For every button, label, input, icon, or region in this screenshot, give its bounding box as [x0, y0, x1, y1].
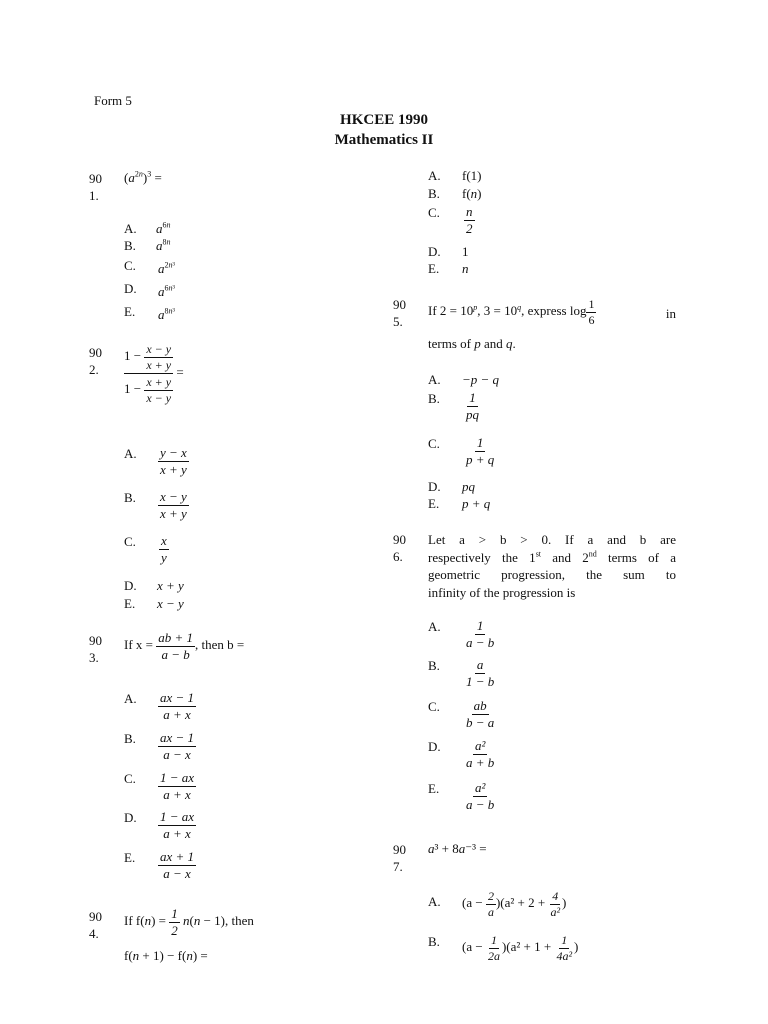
q5-option-e[interactable]: E. p + q — [428, 496, 491, 511]
q2-option-b[interactable]: B. $\frac{x - y}{x + y}$ — [124, 489, 187, 521]
q1-number: 90 1. — [89, 171, 102, 203]
q1-option-c[interactable]: C. $a^{2n^3}$ — [124, 258, 175, 276]
q1-option-a[interactable]: A. $a^{6n}$ — [124, 220, 171, 236]
q4-option-d[interactable]: D. 1 — [428, 244, 469, 259]
q5-option-d[interactable]: D. pq — [428, 479, 475, 494]
q4-number: 90 4. — [89, 909, 102, 941]
q4-option-e[interactable]: E. n — [428, 261, 469, 276]
q7-option-b[interactable]: B. (a − $\frac{1}{2a}$ )(a² + 1 + $\frac{1}{\text{4a²}}$ ) — [428, 933, 579, 963]
q3-option-c[interactable]: C. $\frac{1 - ax}{a + x}$ — [124, 770, 195, 802]
exam-title: HKCEE 1990 — [340, 112, 428, 128]
q6-option-a[interactable]: A. $\frac{1}{a - b}$ — [428, 618, 495, 650]
q6-number: 90 6. — [393, 532, 406, 564]
q3-option-a[interactable]: A. $\frac{ax - 1}{a + x}$ — [124, 690, 195, 722]
q4-option-b[interactable]: B. f(n) — [428, 186, 482, 201]
q6-option-d[interactable]: D. $\frac{\text{a²}}{a + b}$ — [428, 738, 495, 770]
q3-option-b[interactable]: B. $\frac{ax - 1}{a - x}$ — [124, 730, 195, 762]
q1-option-e[interactable]: E. $a^{8n^3}$ — [124, 304, 175, 322]
q4-option-a[interactable]: A. f(1) — [428, 168, 482, 183]
q3-number: 90 3. — [89, 633, 102, 665]
q7-number: 90 7. — [393, 842, 406, 874]
q5-number: 90 5. — [393, 297, 406, 329]
q1-option-d[interactable]: D. $a^{6n^3}$ — [124, 281, 175, 299]
q1-option-b[interactable]: B. $a^{8n}$ — [124, 237, 171, 253]
q5-option-c[interactable]: C. $\frac{1}{p + q}$ — [428, 435, 495, 467]
q3-option-e[interactable]: E. $\frac{ax + 1}{a - x}$ — [124, 849, 195, 881]
q6-option-e[interactable]: E. $\frac{\text{a²}}{a - b}$ — [428, 780, 495, 812]
q6-stem: Let a > b > 0. If a and b are respectively the 1st and 2nd terms of a geometric progression, the sum to infinity of the progression is — [428, 532, 677, 600]
q4-stem-line2: f(n + 1) − f(n) = — [124, 948, 208, 963]
q7-option-a[interactable]: A. (a − $\frac{2}{a}$ )(a² + 2 + $\frac{4}{\text{a²}}$ ) — [428, 889, 567, 919]
q5-stem-line2: terms of p and q. — [428, 336, 516, 351]
q2-stem: 1 − $\frac{x - y}{x + y}$ 1 − $\frac{x + y}{x - y}$ = — [124, 342, 184, 405]
q5-option-b[interactable]: B. $\frac{1}{pq}$ — [428, 390, 479, 422]
q5-option-a[interactable]: A. −p − q — [428, 372, 500, 387]
q5-stem: If $2 = 10^p$, $3 = 10^q$, express log $\frac{1}{6}$ in — [428, 297, 676, 327]
q2-option-c[interactable]: C. $\frac{x}{y}$ — [124, 533, 167, 565]
q4-option-c[interactable]: C. $\frac{n}{2}$ — [428, 204, 473, 236]
q2-option-d[interactable]: D. x + y — [124, 578, 184, 593]
exam-subject: Mathematics II — [334, 132, 434, 148]
q1-stem: $(a^{2n})^3$ = — [124, 169, 162, 185]
q2-option-a[interactable]: A. $\frac{y - x}{x + y}$ — [124, 445, 187, 477]
q6-option-c[interactable]: C. $\frac{ab}{b - a}$ — [428, 698, 495, 730]
form-label: Form 5 — [94, 93, 132, 108]
q6-option-b[interactable]: B. $\frac{a}{1 - b}$ — [428, 657, 495, 689]
q3-option-d[interactable]: D. $\frac{1 - ax}{a + x}$ — [124, 809, 195, 841]
q2-option-e[interactable]: E. x − y — [124, 596, 184, 611]
q4-stem: If f(n) = $\frac{1}{2}$ n(n − 1), then — [124, 906, 254, 938]
q7-stem: a³ + 8a⁻³ = — [428, 841, 487, 856]
q2-number: 90 2. — [89, 345, 102, 377]
q3-stem: If x = $\frac{ab + 1}{a - b}$ , then b = — [124, 630, 245, 662]
